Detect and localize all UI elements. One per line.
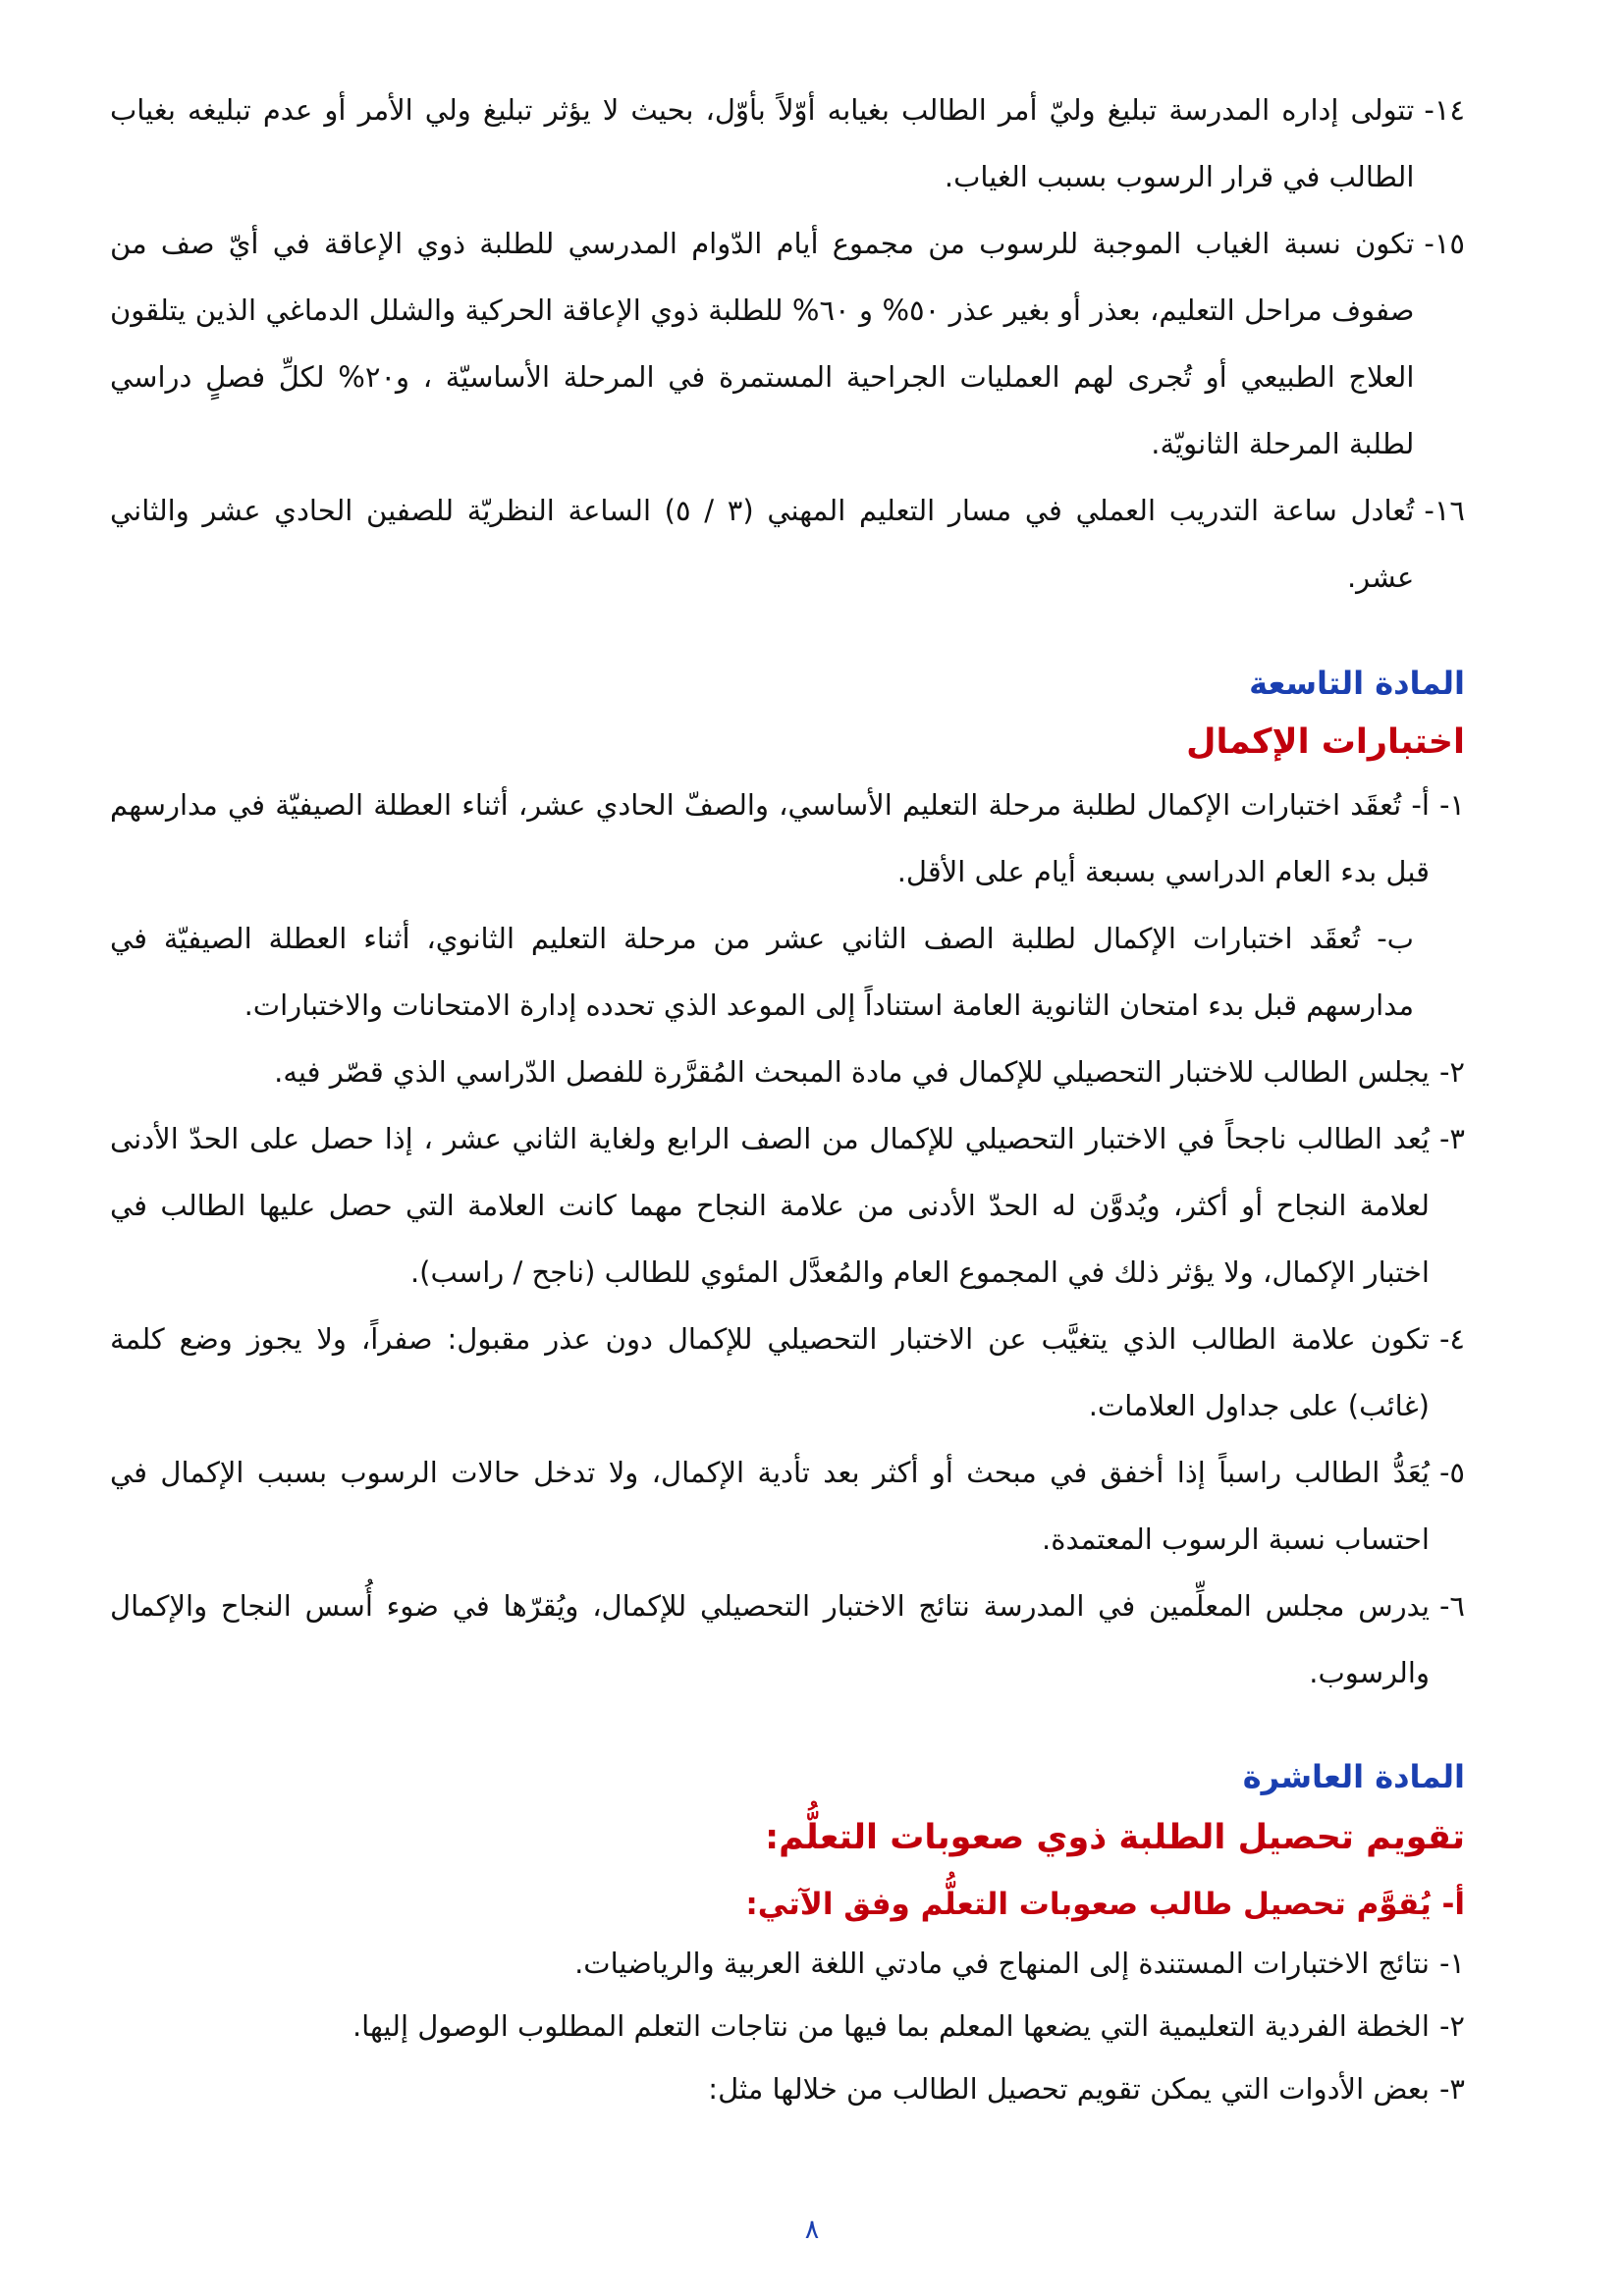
item-number: ١٥- <box>1424 227 1465 260</box>
item-text: أ- تُعقَد اختبارات الإكمال لطلبة مرحلة التعليم الأساسي، والصفّ الحادي عشر، أثناء العطلة الصيفيّة في مدارسهم قبل بدء العام الدراسي بسبعة أيام على الأقل. <box>110 788 1430 888</box>
item-number: ٥- <box>1438 1456 1465 1489</box>
article-10-subtitle: أ- يُقوَّم تحصيل طالب صعوبات التعلُّم وفق الآتي: <box>745 1887 1465 1922</box>
item-text: تكون نسبة الغياب الموجبة للرسوب من مجموع أيام الدّوام المدرسي للطلبة ذوي الإعاقة في أيّ صف من صفوف مراحل التعليم، بعذر أو بغير عذر ٥٠% و ٦٠% للطلبة ذوي الإعاقة الحركية والشلل الدماغي الذين يتلقون العلاج الطبيعي أو تُجرى لهم العمليات الجراحية المستمرة في المرحلة الأساسيّة ، و٢٠% لكلِّ فصلٍ دراسي لطلبة المرحلة الثانويّة. <box>110 227 1415 460</box>
item-text: يُعد الطالب ناجحاً في الاختبار التحصيلي للإكمال من الصف الرابع ولغاية الثاني عشر ، إذا حصل على الحدّ الأدنى لعلامة النجاح أو أكثر، ويُدوَّن له الحدّ الأدنى من علامة النجاح مهما كانت العلامة التي حصل عليها الطالب في اختبار الإكمال، ولا يؤثر ذلك في المجموع العام والمُعدَّل المئوي للطالب (ناجح / راسب). <box>110 1122 1430 1289</box>
article-9-title: اختبارات الإكمال <box>1186 722 1465 762</box>
item-text: يجلس الطالب للاختبار التحصيلي للإكمال في مادة المبحث المُقرَّرة للفصل الدّراسي الذي قصّر فيه. <box>274 1055 1430 1089</box>
item-text: نتائج الاختبارات المستندة إلى المنهاج في مادتي اللغة العربية والرياضيات. <box>574 1947 1430 1980</box>
page-number: ٨ <box>804 2215 820 2245</box>
item-text: تُعادل ساعة التدريب العملي في مسار التعليم المهني (٣ / ٥) الساعة النظريّة للصفين الحادي عشر والثاني عشر. <box>110 494 1415 594</box>
item-number: ١- <box>1438 788 1465 822</box>
list-item-10-2 <box>110 1995 1465 2057</box>
list-item-15 <box>110 210 1465 477</box>
item-text: يدرس مجلس المعلِّمين في المدرسة نتائج الاختبار التحصيلي للإكمال، ويُقرّها في ضوء أُسس النجاح والإكمال والرسوب. <box>110 1589 1430 1689</box>
item-number: ١٤- <box>1424 93 1465 127</box>
list-item-10-3 <box>110 2057 1465 2120</box>
item-number: ١٦- <box>1424 494 1465 527</box>
item-number: ٢- <box>1438 2009 1465 2043</box>
item-number: ٣- <box>1438 1122 1465 1155</box>
list-item-16 <box>110 477 1465 611</box>
list-item-9-4 <box>110 1306 1465 1439</box>
item-text: الخطة الفردية التعليمية التي يضعها المعلم بما فيها من نتاجات التعلم المطلوب الوصول إليها. <box>352 2009 1430 2043</box>
item-text: بعض الأدوات التي يمكن تقويم تحصيل الطالب من خلالها مثل: <box>708 2072 1430 2106</box>
item-number: ١- <box>1438 1947 1465 1980</box>
list-item-9-6 <box>110 1573 1465 1706</box>
article-10-label: المادة العاشرة <box>1242 1758 1465 1795</box>
list-item-9-2 <box>110 1039 1465 1105</box>
article-10-title: تقويم تحصيل الطلبة ذوي صعوبات التعلُّم: <box>765 1818 1465 1857</box>
item-text: يُعَدُّ الطالب راسباً إذا أخفق في مبحث أو أكثر بعد تأدية الإكمال، ولا تدخل حالات الرسوب بسبب الإكمال في احتساب نسبة الرسوب المعتمدة. <box>110 1456 1430 1556</box>
item-text: تكون علامة الطالب الذي يتغيَّب عن الاختبار التحصيلي للإكمال دون عذر مقبول: صفراً، ولا يجوز وضع كلمة (غائب) على جداول العلامات. <box>110 1322 1430 1422</box>
list-item-9-1a <box>110 772 1465 905</box>
list-item-14 <box>110 77 1465 210</box>
list-item-9-3 <box>110 1105 1465 1306</box>
item-number: ٦- <box>1438 1589 1465 1623</box>
list-item-9-1b: ب- تُعقَد اختبارات الإكمال لطلبة الصف الثاني عشر من مرحلة التعليم الثانوي، أثناء العطلة الصيفيّة في مدارسهم قبل بدء امتحان الثانوية العامة استناداً إلى الموعد الذي تحدده إدارة الامتحانات والاختبارات. <box>110 922 1414 1022</box>
item-number: ٢- <box>1438 1055 1465 1089</box>
item-number: ٣- <box>1438 2072 1465 2106</box>
item-text: تتولى إداره المدرسة تبليغ وليّ أمر الطالب بغيابه أوّلاً بأوّل، بحيث لا يؤثر تبليغ ولي الأمر أو عدم تبليغه بغياب الطالب في قرار الرسوب بسبب الغياب. <box>110 93 1415 193</box>
list-item-9-5 <box>110 1439 1465 1573</box>
item-number: ٤- <box>1438 1322 1465 1356</box>
article-9-label: المادة التاسعة <box>1249 665 1465 702</box>
list-item-10-1 <box>110 1932 1465 1995</box>
